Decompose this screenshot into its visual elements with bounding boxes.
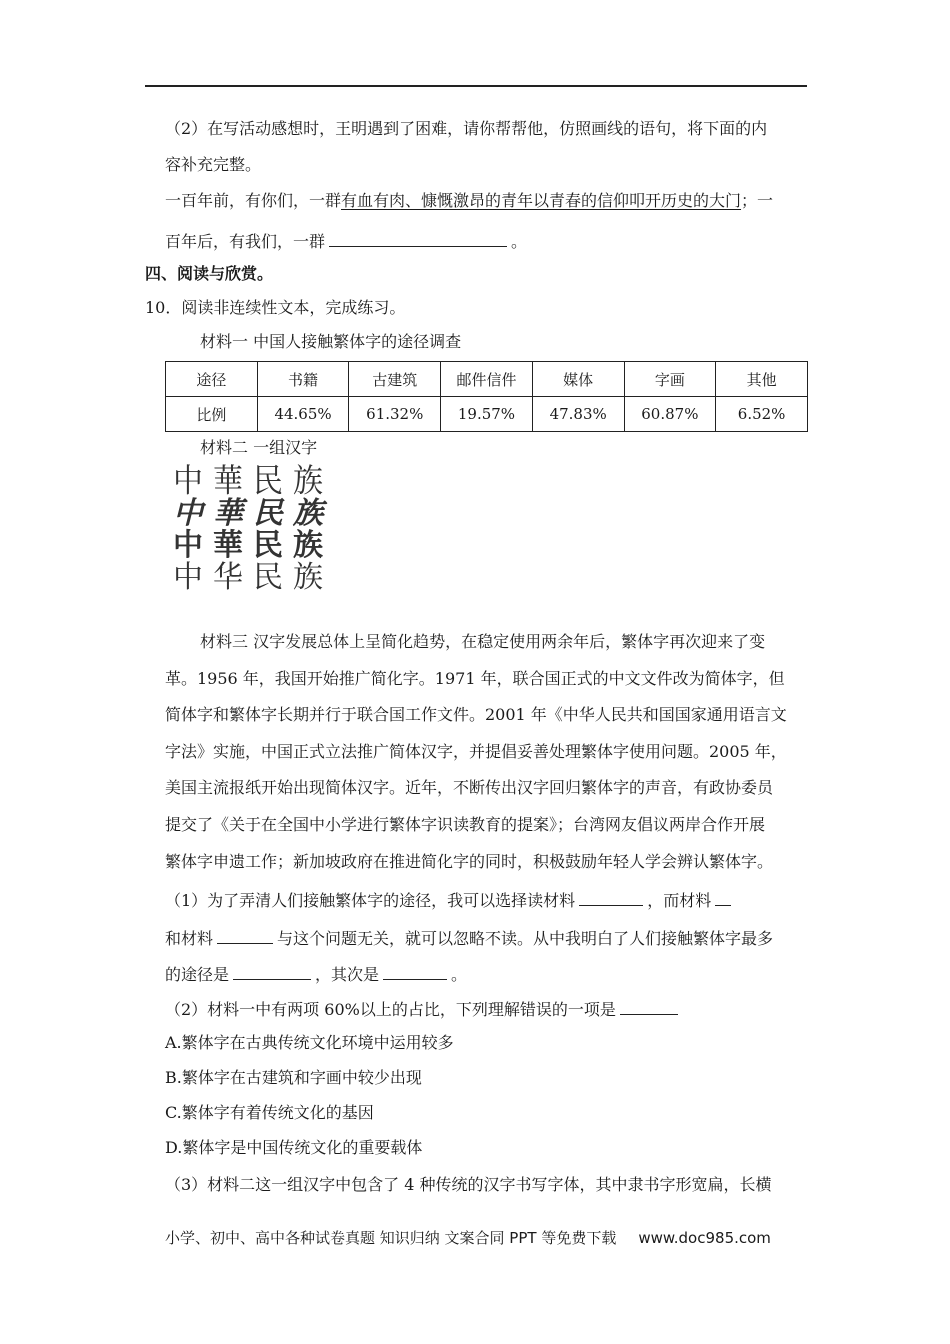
sub-q1-text-g: 。: [451, 965, 468, 984]
table-cell: 比例: [166, 397, 258, 432]
table-cell: 60.87%: [624, 397, 716, 432]
table-cell: 44.65%: [257, 397, 349, 432]
sub-q1-blank-1[interactable]: [579, 889, 643, 906]
sub-q2-option-d[interactable]: D.繁体字是中国传统文化的重要载体: [165, 1138, 423, 1157]
header-rule: [145, 85, 807, 87]
glyph: 華: [213, 528, 243, 563]
seal-script-row: [168, 462, 328, 501]
glyph: 族: [293, 528, 323, 563]
sub-q1-text-e: 的途径是: [165, 965, 230, 984]
table-cell: 19.57%: [441, 397, 533, 432]
sub-q2-stem: [165, 998, 682, 1020]
glyph: 華: [213, 496, 243, 531]
sub-q1-text-b: ，而材料: [647, 891, 712, 910]
q2-line-4-prefix: 百年后，有我们，一群: [165, 232, 326, 251]
table-cell: 媒体: [532, 362, 624, 397]
sub-q2-blank[interactable]: [620, 998, 678, 1015]
glyph: 華: [213, 462, 243, 501]
q2-line-1: （2）在写活动感想时，王明遇到了困难，请你帮帮他，仿照画线的语句，将下面的内: [165, 119, 768, 138]
q2-line-3-suffix: ；一: [741, 191, 774, 210]
q2-line-2: 容补充完整。: [165, 155, 262, 174]
sub-q1-text-d: 与这个问题无关，就可以忽略不读。从中我明白了人们接触繁体字最多: [277, 929, 774, 948]
material-3-line: 革。1956 年，我国开始推广简化字。1971 年，联合国正式的中文文件改为简体字，但: [165, 669, 785, 688]
regular-script-row: [168, 562, 328, 594]
sub-q1-blank-2[interactable]: [715, 889, 731, 906]
table-row: [166, 397, 808, 432]
q2-underlined-phrase: 有血有肉、慷慨激昂的青年以青春的信仰叩开历史的大门: [341, 191, 742, 210]
footer-text: 小学、初中、高中各种试卷真题 知识归纳 文案合同 PPT 等免费下载: [165, 1229, 617, 1247]
material-3-line: 材料三 汉字发展总体上呈简化趋势，在稳定使用两余年后，繁体字再次迎来了变: [200, 632, 766, 651]
sub-q2-text: （2）材料一中有两项 60%以上的占比，下列理解错误的一项是: [165, 1000, 616, 1019]
footer-link[interactable]: www.doc985.com: [638, 1229, 771, 1247]
glyph: 族: [293, 462, 323, 501]
glyph: 民: [253, 528, 283, 563]
question-10-title: 10．阅读非连续性文本，完成练习。: [145, 298, 406, 317]
table-cell: 古建筑: [349, 362, 441, 397]
sub-q3-stem: （3）材料二这一组汉字中包含了 4 种传统的汉字书写字体，其中隶书字形宽扁，长横: [165, 1175, 772, 1194]
sub-q1-blank-4[interactable]: [233, 963, 311, 980]
table-cell: 书籍: [257, 362, 349, 397]
table-cell: 邮件信件: [441, 362, 533, 397]
glyph: 族: [293, 496, 323, 531]
sub-q2-option-b[interactable]: B.繁体字在古建筑和字画中较少出现: [165, 1068, 422, 1087]
sub-q1-line-1: [165, 889, 735, 911]
page-footer: [165, 1227, 771, 1248]
material-3-line: 提交了《关于在全国中小学进行繁体字识读教育的提案》；台湾网友倡议两岸合作开展: [165, 815, 766, 834]
table-cell: 其他: [716, 362, 808, 397]
glyph: 中: [173, 496, 203, 531]
q2-line-3: [165, 191, 773, 211]
table-cell: 6.52%: [716, 397, 808, 432]
sub-q1-line-2: [165, 927, 773, 949]
glyph: 华: [213, 560, 243, 595]
glyph: 民: [253, 560, 283, 595]
material-2-caption: 材料二 一组汉字: [200, 438, 318, 457]
material-3-line: 简体字和繁体字长期并行于联合国工作文件。2001 年《中华人民共和国国家通用语言文: [165, 705, 787, 724]
running-script-row: [168, 498, 328, 530]
sub-q1-blank-5[interactable]: [383, 963, 447, 980]
table-row: [166, 362, 808, 397]
section-title: 四、阅读与欣赏。: [145, 264, 274, 283]
sub-q2-option-a[interactable]: A.繁体字在古典传统文化环境中运用较多: [165, 1033, 454, 1052]
table-cell: 字画: [624, 362, 716, 397]
table-cell: 途径: [166, 362, 258, 397]
material-3-line: 字法》实施，中国正式立法推广简体汉字，并提倡妥善处理繁体字使用问题。2005 年，: [165, 742, 787, 761]
clerical-script-row: [168, 530, 328, 562]
calligraphy-image: [168, 462, 328, 595]
glyph: 中: [173, 528, 203, 563]
sub-q1-text-a: （1）为了弄清人们接触繁体字的途径，我可以选择读材料: [165, 891, 576, 910]
glyph: 族: [293, 560, 323, 595]
q2-answer-blank[interactable]: [329, 230, 507, 247]
glyph: 中: [173, 462, 203, 501]
glyph: 民: [253, 496, 283, 531]
sub-q1-blank-3[interactable]: [217, 927, 273, 944]
sub-q1-text-c: 和材料: [165, 929, 214, 948]
q2-line-4-suffix: 。: [511, 232, 528, 251]
sub-q1-text-f: ，其次是: [315, 965, 380, 984]
material-3-line: 美国主流报纸开始出现简体汉字。近年，不断传出汉字回归繁体字的声音，有政协委员: [165, 778, 774, 797]
q2-line-4: [165, 230, 527, 252]
table-cell: 47.83%: [532, 397, 624, 432]
survey-table: [165, 361, 808, 432]
table-cell: 61.32%: [349, 397, 441, 432]
material-1-caption: 材料一 中国人接触繁体字的途径调查: [200, 332, 462, 351]
sub-q1-line-3: [165, 963, 467, 985]
material-3-line: 繁体字申遗工作；新加坡政府在推进简化字的同时，积极鼓励年轻人学会辨认繁体字。: [165, 852, 774, 871]
q2-line-3-prefix: 一百年前，有你们，一群: [165, 191, 342, 210]
glyph: 中: [173, 560, 203, 595]
sub-q2-option-c[interactable]: C.繁体字有着传统文化的基因: [165, 1103, 374, 1122]
glyph: 民: [253, 462, 283, 501]
